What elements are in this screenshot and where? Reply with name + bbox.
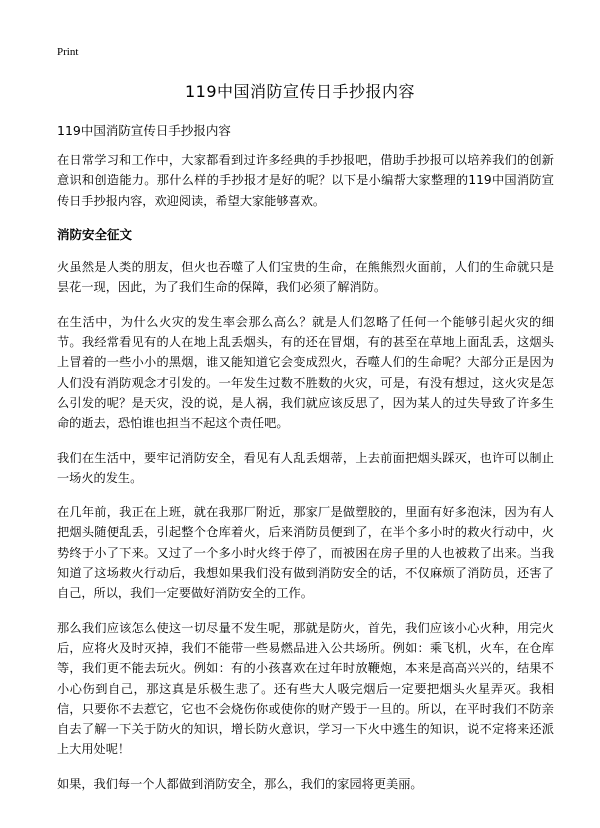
body-paragraph: 那么我们应该怎么使这一切尽量不发生呢，那就是防火，首先，我们应该小心火种，用完火后，应将火及时灭掉，我们不能带一些易燃品进入公共场所。例如：乘飞机，火车，在仓库等，我们更不能去玩火。例如：有的小孩喜欢在过年时放鞭炮，本来是高高兴兴的，结果不小心伤到自己，那这真是乐极生悲了。还有些大人吸完烟后一定要把烟头火星弄灭。我相信，只要你不去惹它，它也不会烧伤你或使你的财产毁于一旦的。所以，在平时我们不防亲自去了解一下关于防火的知识，增长防火意识，学习一下火中逃生的知识，说不定将来还派上大用处呢！ <box>57 620 554 757</box>
page-title: 119中国消防宣传日手抄报内容 <box>184 82 416 101</box>
intro-paragraph: 在日常学习和工作中，大家都看到过许多经典的手抄报吧，借助手抄报可以培养我们的创新意识和创造能力。那什么样的手抄报才是好的呢？以下是小编帮大家整理的119中国消防宣传日手抄报内容，欢迎阅读，希望大家能够喜欢。 <box>57 153 554 208</box>
print-link[interactable]: Print <box>57 46 79 58</box>
article-body <box>57 150 554 808</box>
body-paragraph: 火虽然是人类的朋友，但火也吞噬了人们宝贵的生命，在熊熊烈火面前，人们的生命就只是昙花一现，因此，为了我们生命的保障，我们必须了解消防。 <box>57 260 554 295</box>
body-paragraph: 如果，我们每一个人都做到消防安全，那么，我们的家园将更美丽。 <box>57 776 423 791</box>
document-subtitle: 119中国消防宣传日手抄报内容 <box>57 123 231 138</box>
section-heading: 消防安全征文 <box>57 226 133 242</box>
body-paragraph: 我们在生活中，要牢记消防安全，看见有人乱丢烟蒂，上去前面把烟头踩灭，也许可以制止一场火的发生。 <box>57 450 554 485</box>
body-paragraph: 在几年前，我正在上班，就在我那厂附近，那家厂是做塑胶的，里面有好多泡沫，因为有人把烟头随便乱丢，引起整个仓库着火，后来消防员便到了，在半个多小时的救火行动中，火势终于小了下来。又过了一个多小时火终于停了，而被困在房子里的人也被救了出来。当我知道了这场救火行动后，我想如果我们没有做到消防安全的话，不仅麻烦了消防员，还害了自己，所以，我们一定要做好消防安全的工作。 <box>57 505 554 601</box>
body-paragraph: 在生活中，为什么火灾的发生率会那么高么？就是人们忽略了任何一个能够引起火灾的细节。我经常看见有的人在地上乱丢烟头，有的还在冒烟，有的甚至在草地上面乱丢，这烟头上冒着的一些小小的黑烟，谁又能知道它会变成烈火，吞噬人们的生命呢？大部分正是因为人们没有消防观念才引发的。一年发生过数不胜数的火灾，可是，有没有想过，这火灾是怎么引发的呢？是天灾，没的说，是人祸，我们就应该反思了，因为某人的过失导致了许多生命的逝去，恐怕谁也担当不起这个责任吧。 <box>57 314 554 431</box>
